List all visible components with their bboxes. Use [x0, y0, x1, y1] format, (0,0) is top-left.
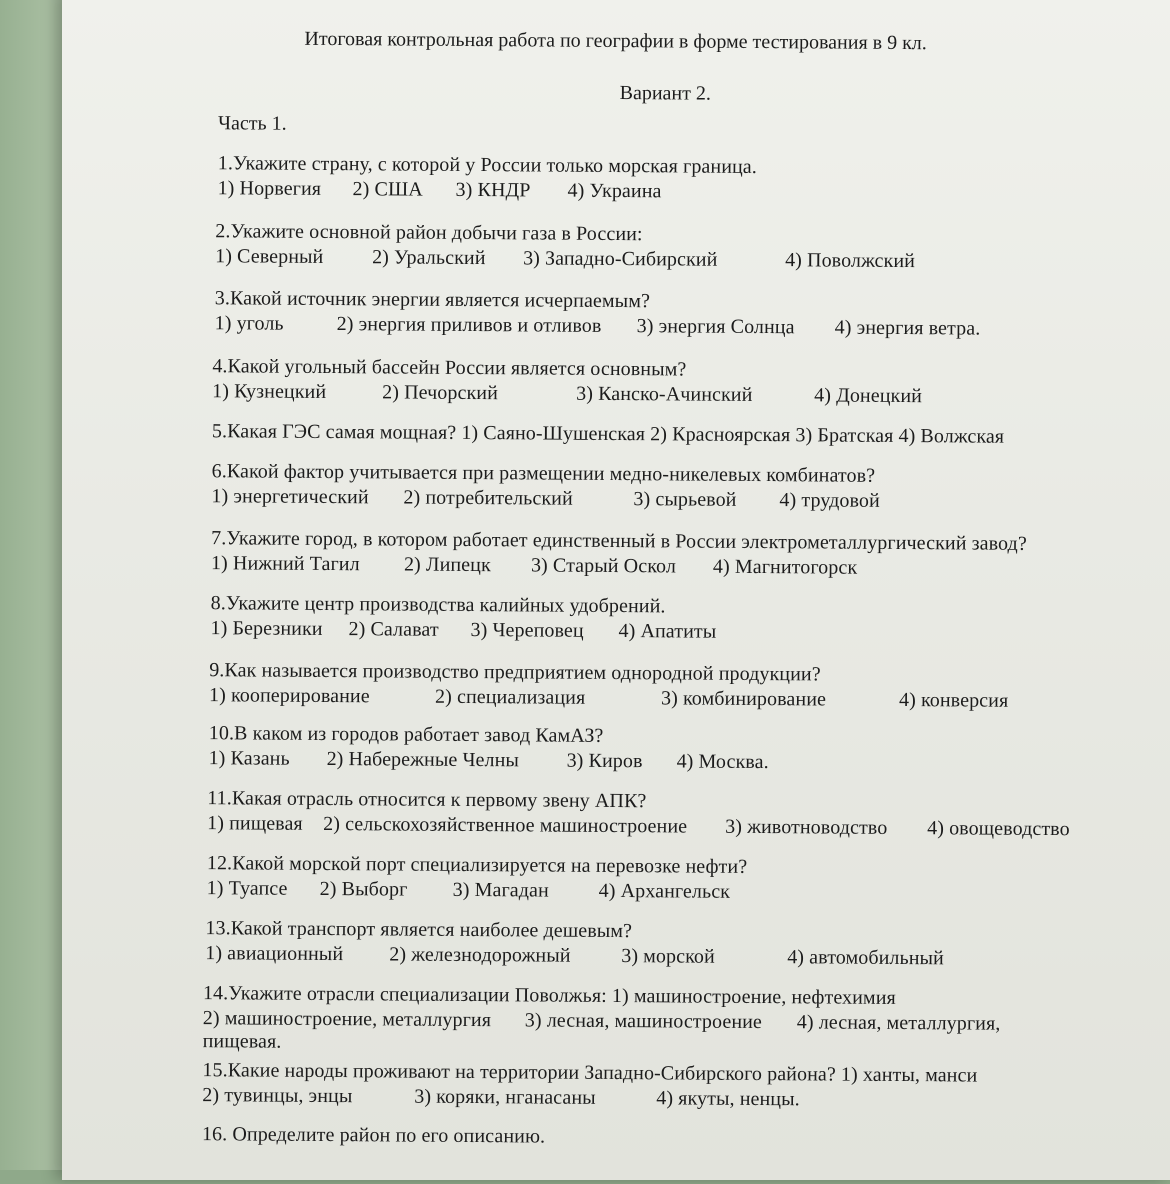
- question-1-options: [218, 177, 1118, 209]
- question-2-text: 2.Укажите основной район добычи газа в России:: [215, 220, 643, 246]
- option-4: 4) Москва.: [676, 750, 769, 774]
- question-13-options: [205, 942, 1105, 974]
- option-1: 1) Березники: [210, 617, 323, 640]
- question-2-options: [215, 245, 1115, 277]
- test-sheet: [62, 0, 1170, 1180]
- question-10-options: [209, 747, 1109, 779]
- option-1: 1) Северный: [215, 245, 324, 268]
- option-1: 1) Нижний Тагил: [210, 552, 360, 576]
- question-15-options: [202, 1084, 1102, 1116]
- sheet-content: [54, 0, 1170, 1184]
- question-13-text: 13.Какой транспорт является наиболее дешевым?: [205, 917, 633, 943]
- option-2: 2) сельскохозяйственное машиностроение: [323, 812, 688, 838]
- option-1: 1) уголь: [214, 312, 284, 335]
- question-7-options: [211, 552, 1111, 584]
- question-8-text: 8.Укажите центр производства калийных удобрений.: [210, 592, 666, 618]
- option-2: 2) США: [352, 178, 423, 201]
- option-3: 3) КНДР: [455, 178, 531, 202]
- option-4: 4) Апатиты: [618, 620, 717, 643]
- question-14-continuation: пищевая.: [202, 1030, 282, 1053]
- option-3: 3) Киров: [566, 749, 643, 773]
- option-3: 3) сырьевой: [633, 488, 737, 511]
- option-4: 4) энергия ветра.: [834, 316, 981, 340]
- option-1: 1) Туапсе: [206, 877, 288, 900]
- question-3-text: 3.Какой источник энергии является исчерпаемым?: [214, 287, 651, 313]
- question-1-text: 1.Укажите страну, с которой у России только морская граница.: [217, 152, 758, 178]
- question-7-text: 7.Укажите город, в котором работает единственный в России электрометаллургический завод?: [211, 527, 1027, 555]
- question-4-text: 4.Какой угольный бассейн России является основным?: [212, 355, 687, 381]
- option-3: 3) Череповец: [470, 619, 584, 642]
- option-3: 3) коряки, нганасаны: [414, 1085, 596, 1109]
- option-1: 1) кооперирование: [208, 684, 370, 708]
- option-3: 3) Магадан: [452, 878, 549, 902]
- option-1: 1) пищевая: [207, 812, 303, 835]
- option-3: 3) животноводство: [725, 815, 888, 839]
- question-11-options: [207, 812, 1157, 845]
- question-16-text: 16. Определите район по его описанию.: [201, 1123, 546, 1148]
- option-4: 4) Поволжский: [785, 249, 916, 273]
- option-4: 4) Архангельск: [598, 879, 731, 903]
- option-2: 2) Печорский: [382, 381, 499, 405]
- option-3: 3) энергия Солнца: [636, 315, 795, 339]
- question-14-text: 14.Укажите отрасли специализации Поволжья: 1) машиностроение, нефтехимия: [202, 982, 896, 1009]
- question-6-text: 6.Какой фактор учитывается при размещении медно-никелевых комбинатов?: [211, 460, 876, 487]
- document-title: Итоговая контрольная работа по географии в форме тестирования в 9 кл.: [304, 27, 927, 55]
- option-4: 4) якуты, ненцы.: [656, 1087, 800, 1111]
- part-label: Часть 1.: [217, 112, 287, 135]
- option-2: 2) Выборг: [319, 877, 408, 901]
- option-3: 3) Старый Оскол: [530, 554, 677, 578]
- question-10-text: 10.В каком из городов работает завод КамАЗ?: [208, 722, 604, 747]
- option-3: 3) морской: [621, 945, 715, 968]
- option-4: 4) конверсия: [898, 688, 1009, 712]
- option-2: 2) железнодорожный: [389, 943, 571, 967]
- option-4: 4) Магнитогорск: [712, 555, 858, 579]
- question-12-text: 12.Какой морской порт специализируется на перевозке нефти?: [206, 852, 748, 878]
- variant-label: Вариант 2.: [619, 82, 711, 105]
- option-1: 1) Кузнецкий: [212, 380, 327, 403]
- question-4-options: [212, 380, 1112, 412]
- question-8-options: [210, 617, 1110, 649]
- option-4: 4) овощеводство: [927, 817, 1070, 841]
- option-1: 1) энергетический: [211, 485, 369, 509]
- option-4: 4) автомобильный: [787, 946, 944, 970]
- question-9-options: [209, 684, 1109, 716]
- option-1: 1) авиационный: [205, 942, 344, 966]
- option-2: 2) потребительский: [403, 486, 573, 510]
- option-1: 1) Казань: [208, 747, 290, 770]
- option-4: 4) трудовой: [779, 489, 880, 512]
- option-2: 2) Липецк: [403, 553, 491, 577]
- question-9-text: 9.Как называется производство предприятием однородной продукции?: [209, 659, 821, 686]
- option-2: 2) машиностроение, металлургия: [202, 1007, 492, 1032]
- option-2: 2) энергия приливов и отливов: [336, 313, 602, 337]
- question-11-text: 11.Какая отрасль относится к первому звену АПК?: [207, 787, 647, 813]
- option-2: 2) Салават: [348, 618, 439, 641]
- option-2: 2) тувинцы, энцы: [202, 1084, 353, 1108]
- question-5-text: 5.Какая ГЭС самая мощная? 1) Саяно-Шушенская 2) Красноярская 3) Братская 4) Волжская: [211, 420, 1005, 448]
- question-14-options: [203, 1007, 1103, 1039]
- option-2: 2) Уральский: [372, 246, 486, 270]
- option-2: 2) специализация: [434, 685, 586, 709]
- option-1: 1) Норвегия: [217, 177, 322, 200]
- option-2: 2) Набережные Челны: [326, 747, 520, 772]
- question-12-options: [207, 877, 1107, 909]
- question-15-text: 15.Какие народы проживают на территории Западно-Сибирского района? 1) ханты, манси: [202, 1059, 978, 1087]
- option-4: 4) Донецкий: [814, 384, 923, 408]
- option-4: 4) лесная, металлургия,: [796, 1011, 1001, 1035]
- option-3: 3) комбинирование: [660, 687, 827, 711]
- option-3: 3) Канско-Ачинский: [576, 382, 753, 406]
- question-3-options: [215, 312, 1115, 344]
- option-4: 4) Украина: [567, 179, 662, 203]
- option-3: 3) Западно-Сибирский: [523, 247, 718, 271]
- question-6-options: [211, 485, 1111, 517]
- option-3: 3) лесная, машиностроение: [524, 1009, 763, 1034]
